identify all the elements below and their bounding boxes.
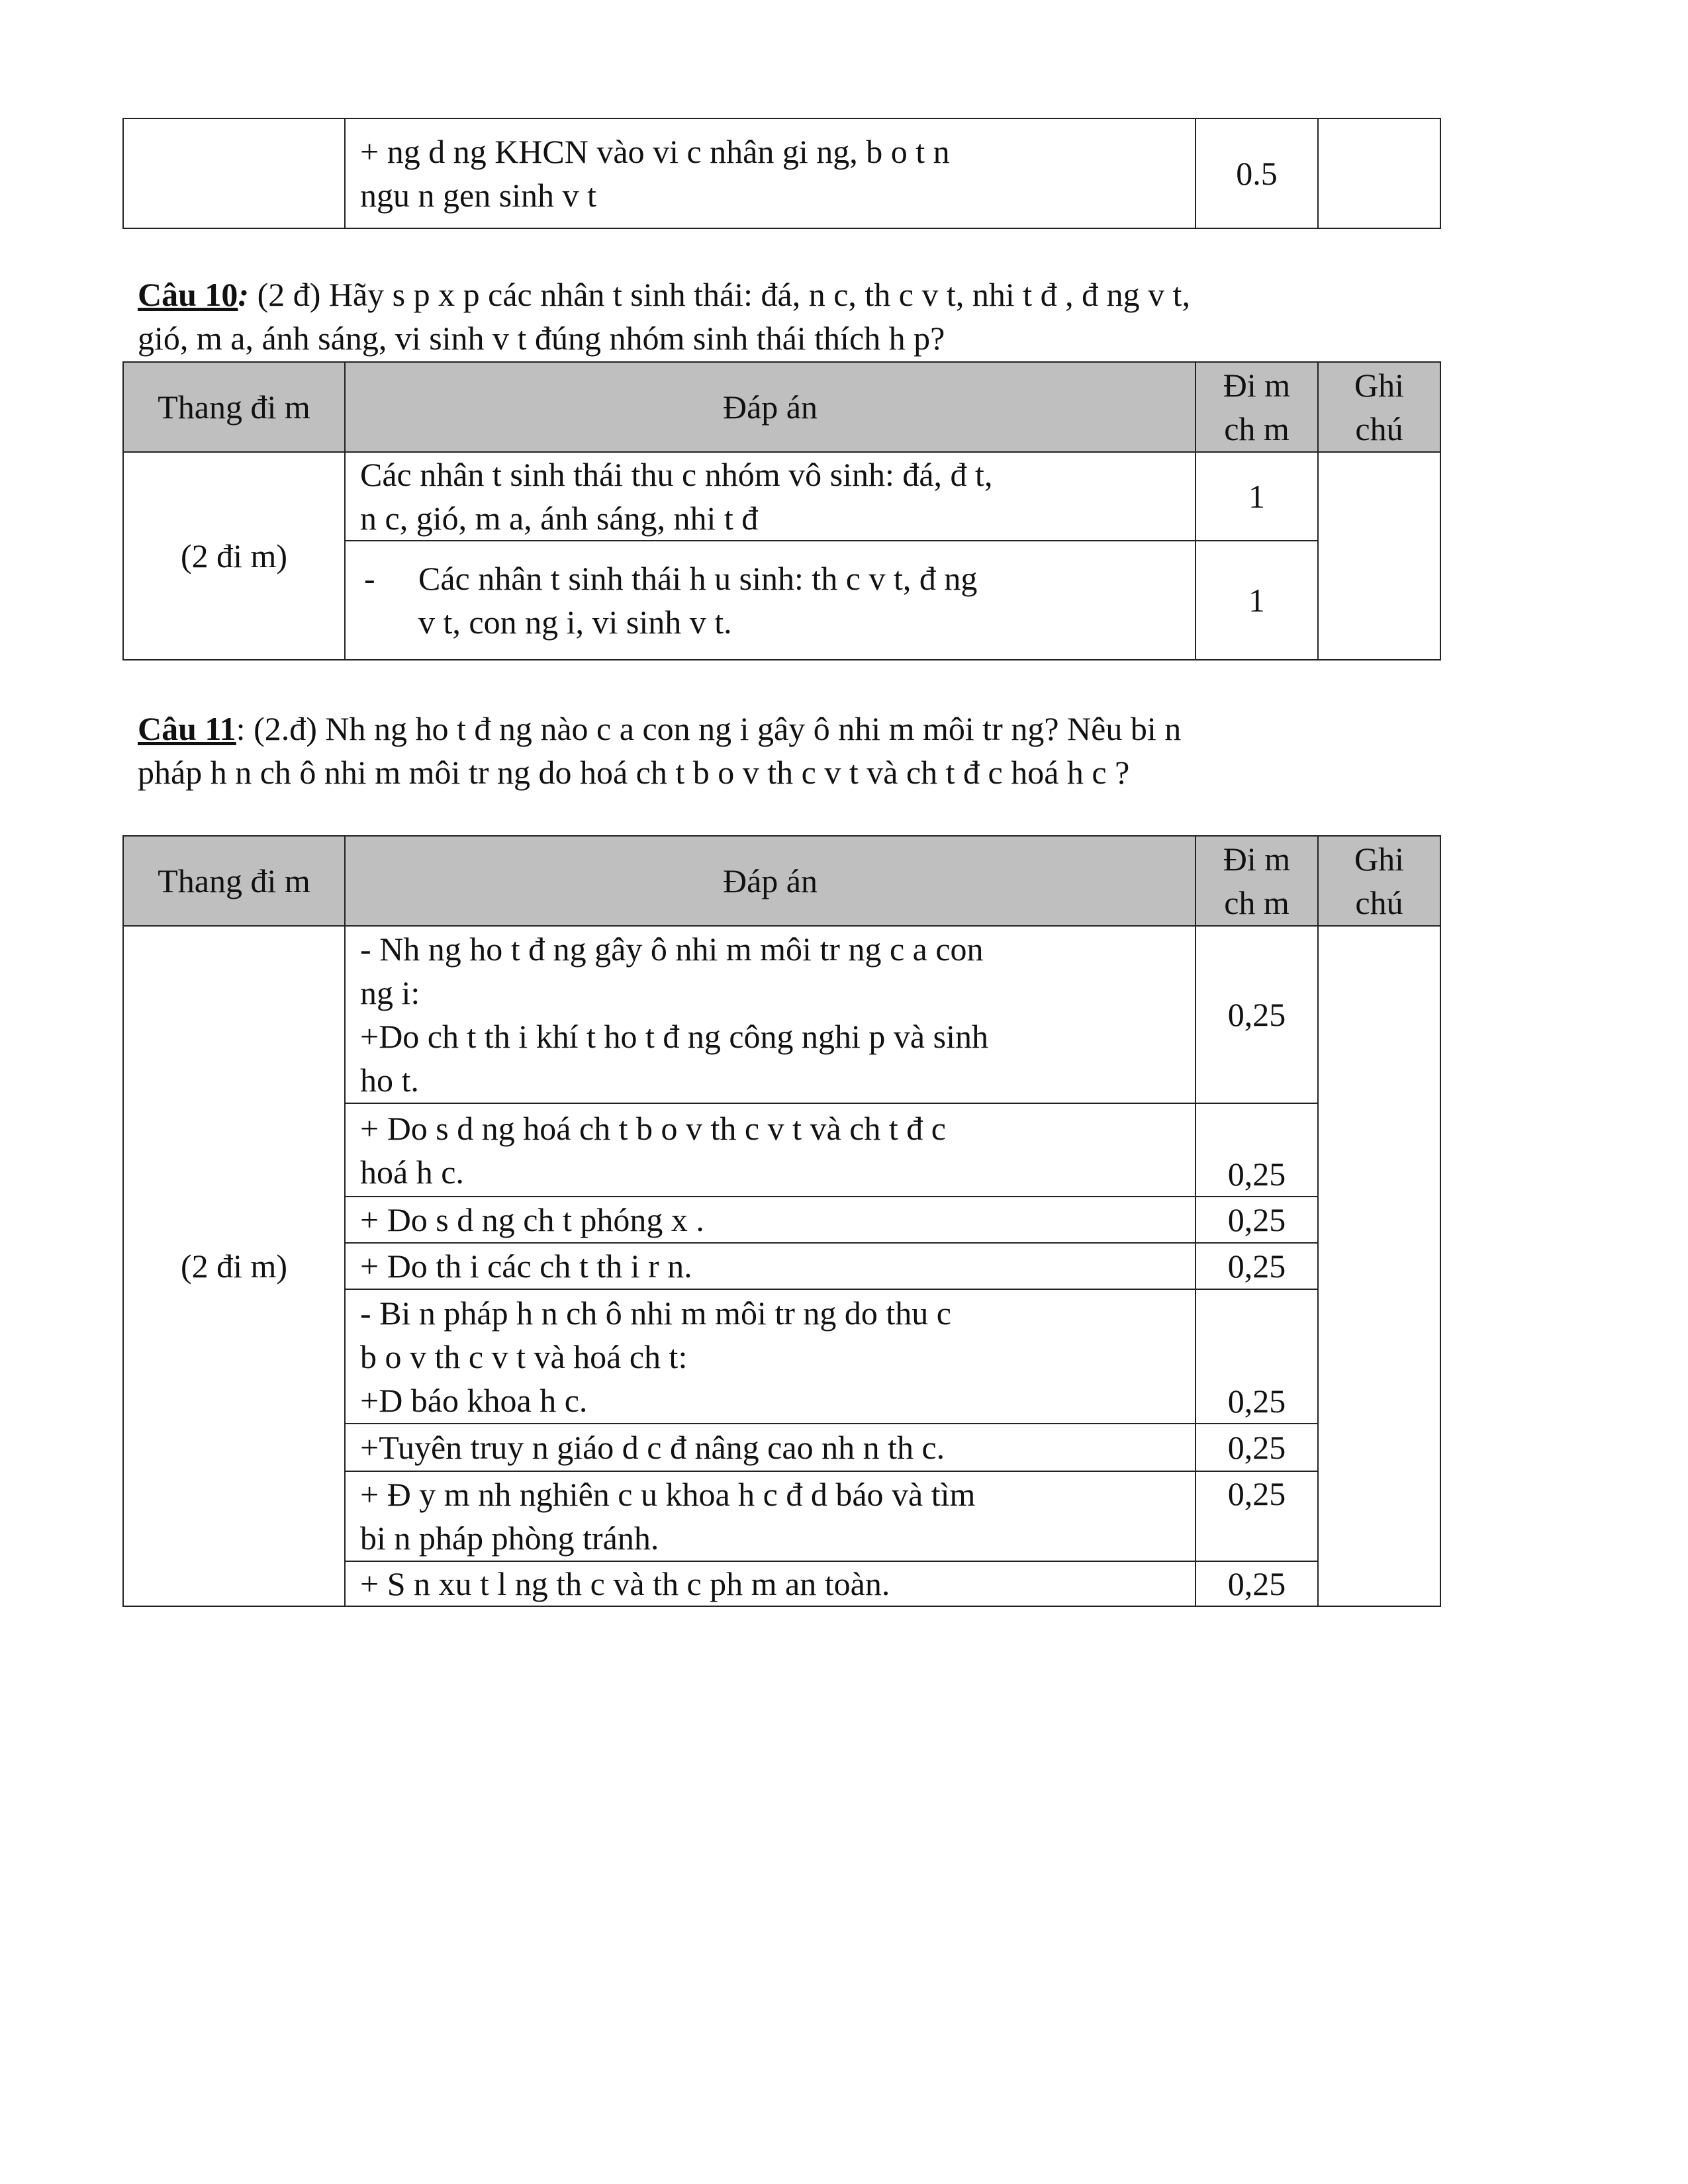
table-row [123, 118, 1440, 228]
score-cell: 0,25 [1196, 926, 1318, 1103]
score-cell: 0,25 [1196, 1289, 1318, 1424]
scale-cell: (2 đi m) [123, 452, 345, 660]
answer-table-q10 [122, 361, 1441, 660]
answer-line: b o v th c v t và hoá ch t: [360, 1338, 688, 1375]
table-row [123, 452, 1440, 541]
answer-cell [345, 1197, 1196, 1243]
answer-line: bi n pháp phòng tránh. [360, 1520, 659, 1557]
answer-cell [345, 452, 1196, 541]
question-10 [138, 273, 1561, 360]
answer-line: + S n xu t l ng th c và th c ph m an toàn. [360, 1565, 890, 1602]
header-score: Đi m ch m [1196, 362, 1318, 452]
score-cell: 0,25 [1196, 1561, 1318, 1606]
header-score: Đi m ch m [1196, 836, 1318, 926]
header-note: Ghi chú [1318, 362, 1440, 452]
header-answer: Đáp án [345, 836, 1196, 926]
score-cell: 1 [1196, 452, 1318, 541]
answer-cell [345, 118, 1196, 228]
score-cell: 0,25 [1196, 1471, 1318, 1561]
answer-line: n c, gió, m a, ánh sáng, nhi t đ [360, 500, 759, 537]
header-scale: Thang đi m [123, 836, 345, 926]
note-cell [1318, 452, 1440, 660]
answer-line: +Tuyên truy n giáo d c đ nâng cao nh n th c. [360, 1429, 945, 1466]
score-cell: 0,25 [1196, 1243, 1318, 1289]
header-note: Ghi chú [1318, 836, 1440, 926]
answer-table-q11 [122, 835, 1441, 1607]
header-answer: Đáp án [345, 362, 1196, 452]
answer-line: +D báo khoa h c. [360, 1381, 588, 1419]
table-row [123, 926, 1440, 1103]
answer-cell [345, 1289, 1196, 1424]
answer-cell [345, 1471, 1196, 1561]
question-label: Câu 10 [138, 276, 238, 313]
score-cell: 0,25 [1196, 1424, 1318, 1471]
note-cell [1318, 118, 1440, 228]
answer-line: v t, con ng i, vi sinh v t. [418, 604, 732, 641]
question-text: (2 đ) Hãy s p x p các nhân t sinh thái: đá, n c, th c v t, nhi t đ , đ ng v t, [249, 276, 1191, 313]
answer-line: - Nh ng ho t đ ng gây ô nhi m môi tr ng c a con [360, 931, 984, 968]
answer-line: +Do ch t th i khí t ho t đ ng công nghi p và sinh [360, 1018, 988, 1055]
score-cell: 0,25 [1196, 1197, 1318, 1243]
answer-line: + Do s d ng hoá ch t b o v th c v t và ch t đ c [360, 1109, 946, 1147]
answer-line: Các nhân t sinh thái h u sinh: th c v t, đ ng [418, 560, 978, 597]
answer-cell [345, 1561, 1196, 1606]
question-text: pháp h n ch ô nhi m môi tr ng do hoá ch t b o v th c v t và ch t đ c hoá h c ? [138, 754, 1130, 791]
answer-cell [345, 541, 1196, 660]
answer-line: + Đ y m nh nghiên c u khoa h c đ d báo và tìm [360, 1476, 976, 1513]
question-text: gió, m a, ánh sáng, vi sinh v t đúng nhóm sinh thái thích h p? [138, 320, 945, 357]
answer-line: ngu n gen sinh v t [360, 177, 596, 214]
answer-cell [345, 926, 1196, 1103]
answer-line: ho t. [360, 1062, 419, 1099]
answer-table-continued [122, 118, 1441, 229]
answer-cell [345, 1424, 1196, 1471]
dash-marker: - [364, 560, 375, 597]
question-colon: : [238, 276, 250, 313]
answer-line: ng i: [360, 974, 420, 1011]
answer-line: - Bi n pháp h n ch ô nhi m môi tr ng do thu c [360, 1294, 951, 1332]
header-row [123, 836, 1440, 926]
score-cell: 0.5 [1196, 118, 1318, 228]
header-scale: Thang đi m [123, 362, 345, 452]
note-cell [1318, 926, 1440, 1606]
answer-cell [345, 1243, 1196, 1289]
question-text: : (2.đ) Nh ng ho t đ ng nào c a con ng i gây ô nhi m môi tr ng? Nêu bi n [236, 710, 1182, 747]
answer-line: + Do s d ng ch t phóng x . [360, 1201, 704, 1238]
score-cell: 1 [1196, 541, 1318, 660]
answer-line: hoá h c. [360, 1153, 464, 1191]
answer-line: + Do th i các ch t th i r n. [360, 1248, 692, 1285]
score-cell: 0,25 [1196, 1103, 1318, 1197]
answer-line: + ng d ng KHCN vào vi c nhân gi ng, b o t n [360, 133, 950, 170]
question-11 [138, 707, 1561, 794]
question-label: Câu 11 [138, 710, 236, 747]
scale-cell: (2 đi m) [123, 926, 345, 1606]
answer-cell [345, 1103, 1196, 1197]
scale-cell [123, 118, 345, 228]
header-row [123, 362, 1440, 452]
answer-line: Các nhân t sinh thái thu c nhóm vô sinh: đá, đ t, [360, 456, 993, 493]
